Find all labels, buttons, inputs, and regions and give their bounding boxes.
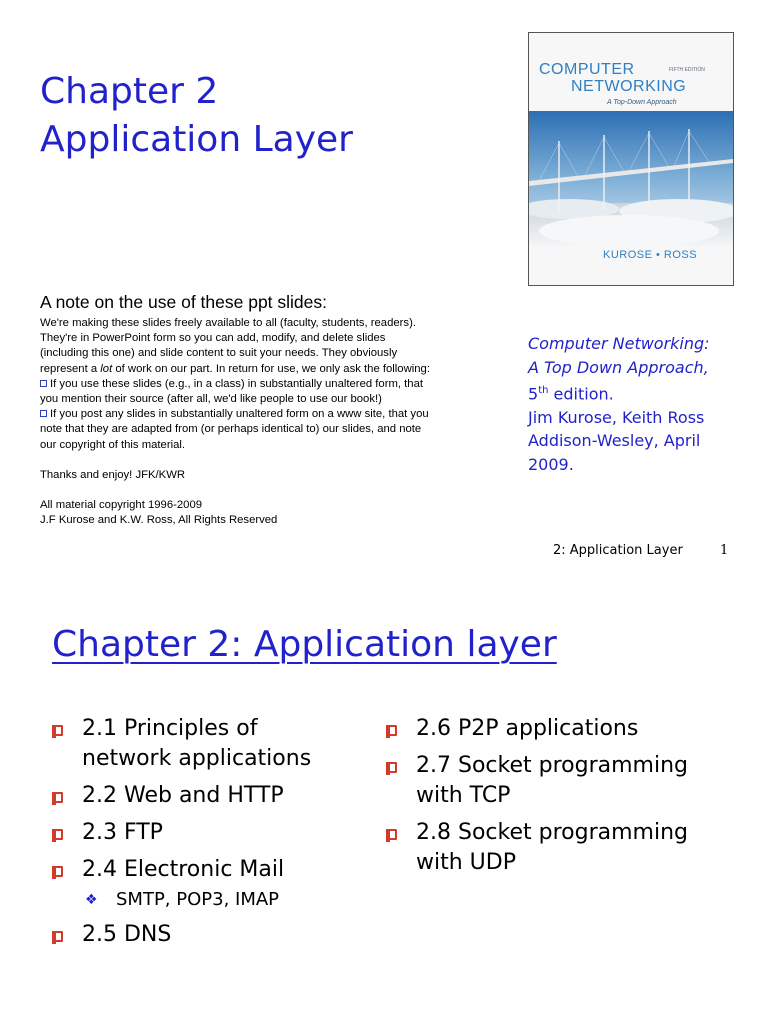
note-heading: A note on the use of these ppt slides: <box>40 292 328 312</box>
note-line: you mention their source (after all, we'd like people to use our book!) <box>40 393 382 406</box>
note-line: We're making these slides freely available to all (faculty, students, readers). <box>40 317 416 329</box>
book-citation: Computer Networking: A Top Down Approach, 5th edition. Jim Kurose, Keith Ross Addison-Wesley, April 2009. <box>528 334 710 474</box>
title-line-2: Application Layer <box>40 119 353 160</box>
slide-2 <box>0 580 768 1024</box>
book-cover-image <box>528 32 734 286</box>
thanks-line: Thanks and enjoy! JFK/KWR <box>40 468 186 481</box>
title-line-1: Chapter 2 <box>40 71 219 112</box>
copyright-line: All material copyright 1996-2009 <box>40 499 203 512</box>
cover-title: COMPUTER NETWORKING <box>539 61 687 95</box>
square-bullet-icon <box>40 410 47 417</box>
red-box-bullet-icon <box>386 829 397 840</box>
list-item: 2.1 Principles of network applications <box>52 714 352 774</box>
red-box-bullet-icon <box>52 792 63 803</box>
note-body <box>40 316 482 528</box>
list-item: 2.3 FTP <box>52 818 352 848</box>
square-bullet-icon <box>40 380 47 387</box>
note-line: (including this one) and slide content to suit your needs. They obviously <box>40 347 398 360</box>
bridge-illustration <box>529 111 733 247</box>
red-box-bullet-icon <box>52 931 63 942</box>
list-item: 2.5 DNS <box>52 920 352 950</box>
red-box-bullet-icon <box>52 866 63 877</box>
note-line: They're in PowerPoint form so you can add, modify, and delete slides <box>40 332 386 345</box>
list-item: 2.7 Socket programming with TCP <box>386 751 726 811</box>
cover-subtitle: A Top-Down Approach <box>607 99 677 106</box>
copyright-line: J.F Kurose and K.W. Ross, All Rights Reserved <box>40 514 278 527</box>
note-bullet-2: If you post any slides in substantially unaltered form on a www site, that you <box>40 407 482 422</box>
red-box-bullet-icon <box>52 725 63 736</box>
note-line: our copyright of this material. <box>40 438 186 451</box>
slide-title: Chapter 2: Application layer <box>52 624 557 665</box>
red-box-bullet-icon <box>386 725 397 736</box>
list-item: 2.6 P2P applications <box>386 714 726 744</box>
red-box-bullet-icon <box>386 762 397 773</box>
slide-footer: 2: Application Layer <box>553 543 683 558</box>
right-column <box>386 714 726 885</box>
cover-edition: FIFTH EDITION <box>669 67 705 73</box>
list-item: 2.4 Electronic Mail <box>52 855 352 885</box>
page-number: 1 <box>720 543 729 558</box>
red-box-bullet-icon <box>52 829 63 840</box>
slide-title <box>40 68 353 164</box>
note-line: note that they are adapted from (or perhaps identical to) our slides, and note <box>40 423 422 436</box>
list-item: 2.8 Socket programming with UDP <box>386 818 726 878</box>
sub-list-item: ❖ SMTP, POP3, IMAP <box>85 889 280 910</box>
note-line: represent a lot of work on our part. In return for use, we only ask the following: <box>40 362 430 375</box>
list-item: 2.2 Web and HTTP <box>52 781 352 811</box>
cover-authors: KUROSE • ROSS <box>603 249 698 261</box>
diamond-bullet-icon: ❖ <box>85 892 98 908</box>
note-bullet-1: If you use these slides (e.g., in a class) in substantially unaltered form, that <box>40 377 482 392</box>
left-column <box>52 714 352 957</box>
